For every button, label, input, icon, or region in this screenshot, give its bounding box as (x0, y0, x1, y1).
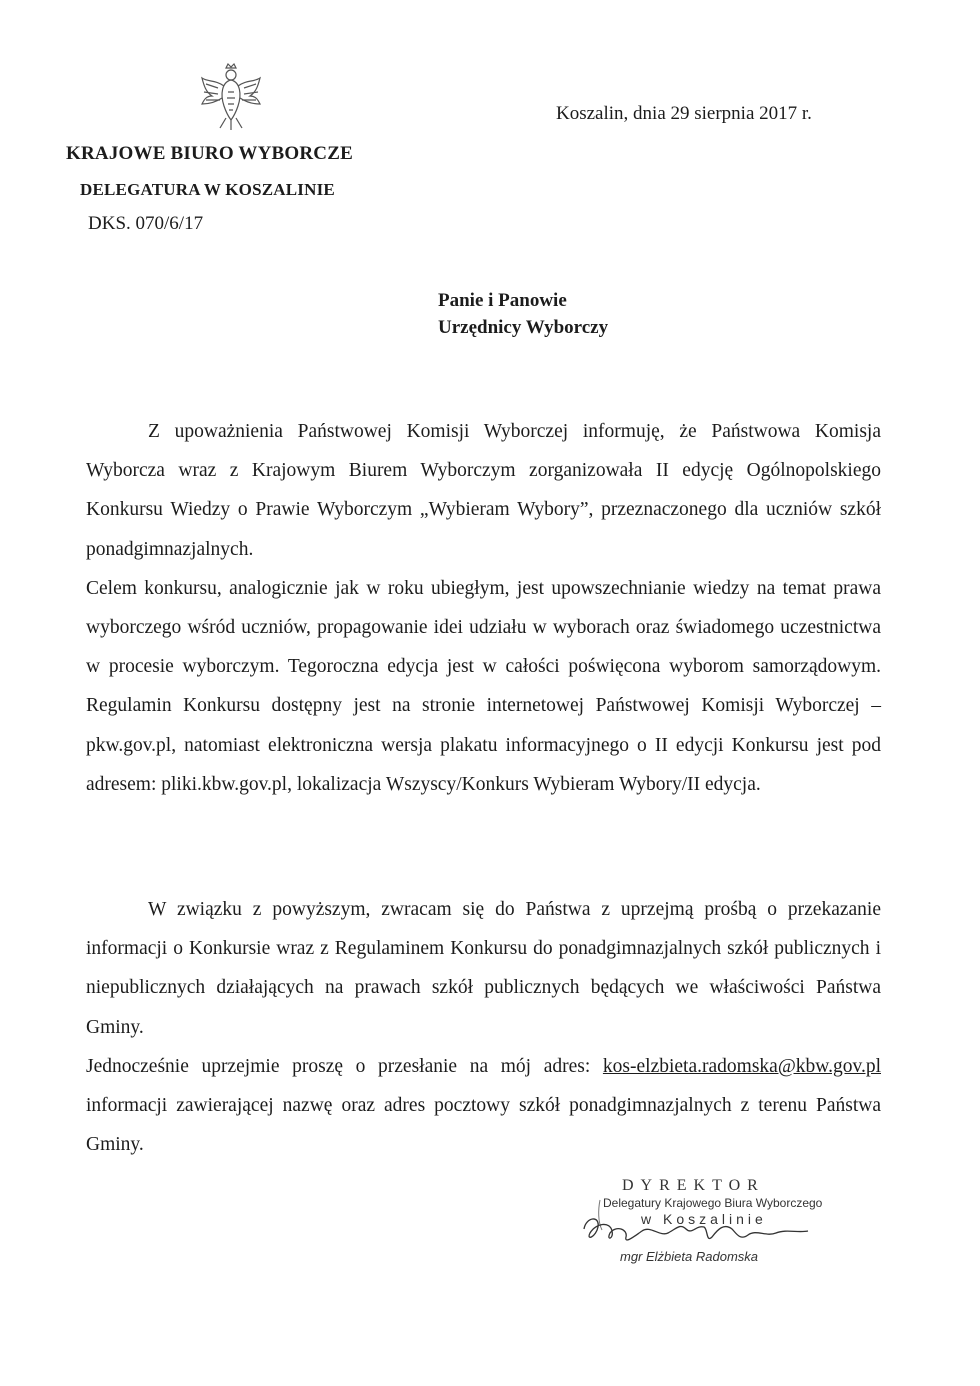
letter-date: Koszalin, dnia 29 sierpnia 2017 r. (556, 103, 812, 124)
salutation-line-2: Urzędnicy Wyborczy (438, 317, 609, 338)
stamp-line-2: Delegatury Krajowego Biura Wyborczego (603, 1196, 823, 1210)
stamp-signatory-name: mgr Elżbieta Radomska (620, 1249, 758, 1264)
stamp-line-3: w Koszalinie (641, 1211, 767, 1227)
paragraph-2: Celem konkursu, analogicznie jak w roku ubiegłym, jest upowszechnianie wiedzy na temat prawa wyborczego wśród uczniów, propagowanie idei udziału w wyborach oraz świadomego uczestnictwa w procesie wyborczym. Tegoroczna edycja jest w całości poświęcona wyborom samorządowym. Regulamin Konkursu dostępny jest na stronie internetowej Państwowej Komisji Wyborczej – pkw.gov.pl, natomiast elektroniczna wersja plakatu informacyjnego o II edycji Konkursu jest pod adresem: pliki.kbw.gov.pl, lokalizacja Wszyscy/Konkurs Wybieram Wybory/II edycja. (86, 577, 881, 795)
body-section-1 (86, 412, 881, 804)
polish-eagle-emblem-icon (198, 62, 264, 132)
handwritten-signature-icon (576, 1207, 816, 1253)
body-section-2 (86, 890, 881, 1164)
salutation-line-1: Panie i Panowie (438, 290, 567, 311)
delegatura-name: DELEGATURA W KOSZALINIE (80, 180, 335, 199)
paragraph-3: W związku z powyższym, zwracam się do Państwa z uprzejmą prośbą o przekazanie informacji o Konkursie wraz z Regulaminem Konkursu do ponadgimnazjalnych szkół publicznych i niepublicznych działających na prawach szkół publicznych będących we właściwości Państwa Gminy. (86, 899, 881, 1038)
email-link[interactable]: kos-elzbieta.radomska@kbw.gov.pl (602, 1055, 881, 1077)
paragraph-4-rest: informacji zawierającej nazwę oraz adres pocztowy szkół ponadgimnazjalnych z terenu Państwa Gminy. (86, 1095, 881, 1156)
stamp-title: DYREKTOR (622, 1177, 765, 1194)
organization-name: KRAJOWE BIURO WYBORCZE (66, 143, 353, 164)
salutation (438, 287, 608, 341)
reference-number: DKS. 070/6/17 (88, 213, 204, 234)
paragraph-1: Z upoważnienia Państwowej Komisji Wyborczej informuję, że Państwowa Komisja Wyborcza wraz z Krajowym Biurem Wyborczym zorganizowała II edycję Ogólnopolskiego Konkursu Wiedzy o Prawie Wyborczym „Wybieram Wybory”, przeznaczonego dla uczniów szkół ponadgimnazjalnych. (86, 421, 881, 560)
paragraph-4-intro: Jednocześnie uprzejmie proszę o przesłanie na mój adres: (86, 1055, 603, 1077)
paragraph-4 (86, 1047, 881, 1165)
